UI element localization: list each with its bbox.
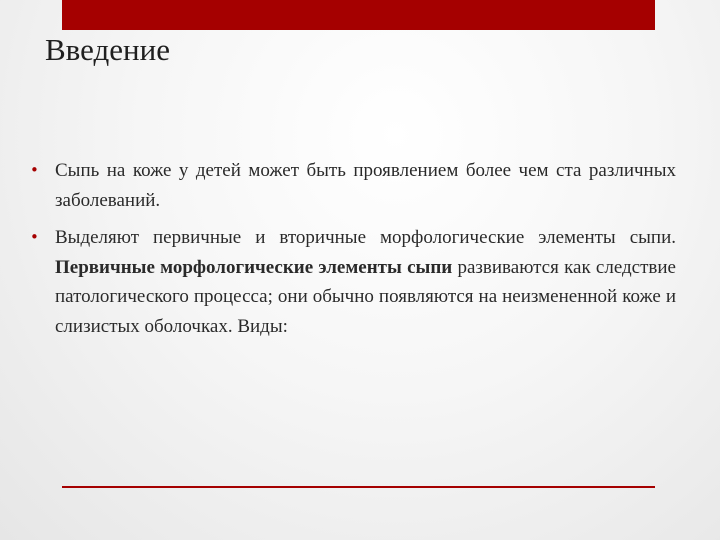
bullet-item-1 bbox=[30, 156, 676, 215]
bullet-text: развиваются как следствие патологического процесса; они обычно появляются на неизмененной коже и слизистых оболочках. Виды: bbox=[55, 256, 676, 337]
bullet-intro-text: Выделяют первичные и вторичные морфологические элементы сыпи. bbox=[55, 227, 676, 248]
bullet-dot-icon: • bbox=[30, 228, 39, 246]
bottom-divider bbox=[62, 486, 655, 488]
slide-content bbox=[30, 156, 676, 349]
bullet-text: Сыпь на коже у детей может быть проявлением более чем ста различных заболеваний. bbox=[55, 160, 676, 211]
bullet-item-2 bbox=[30, 223, 676, 341]
bullet-dot-icon: • bbox=[30, 161, 39, 179]
top-accent-bar bbox=[62, 0, 655, 30]
slide-title: Введение bbox=[45, 32, 170, 67]
bullet-bold-term: Первичные морфологические элементы сыпи bbox=[55, 256, 453, 278]
